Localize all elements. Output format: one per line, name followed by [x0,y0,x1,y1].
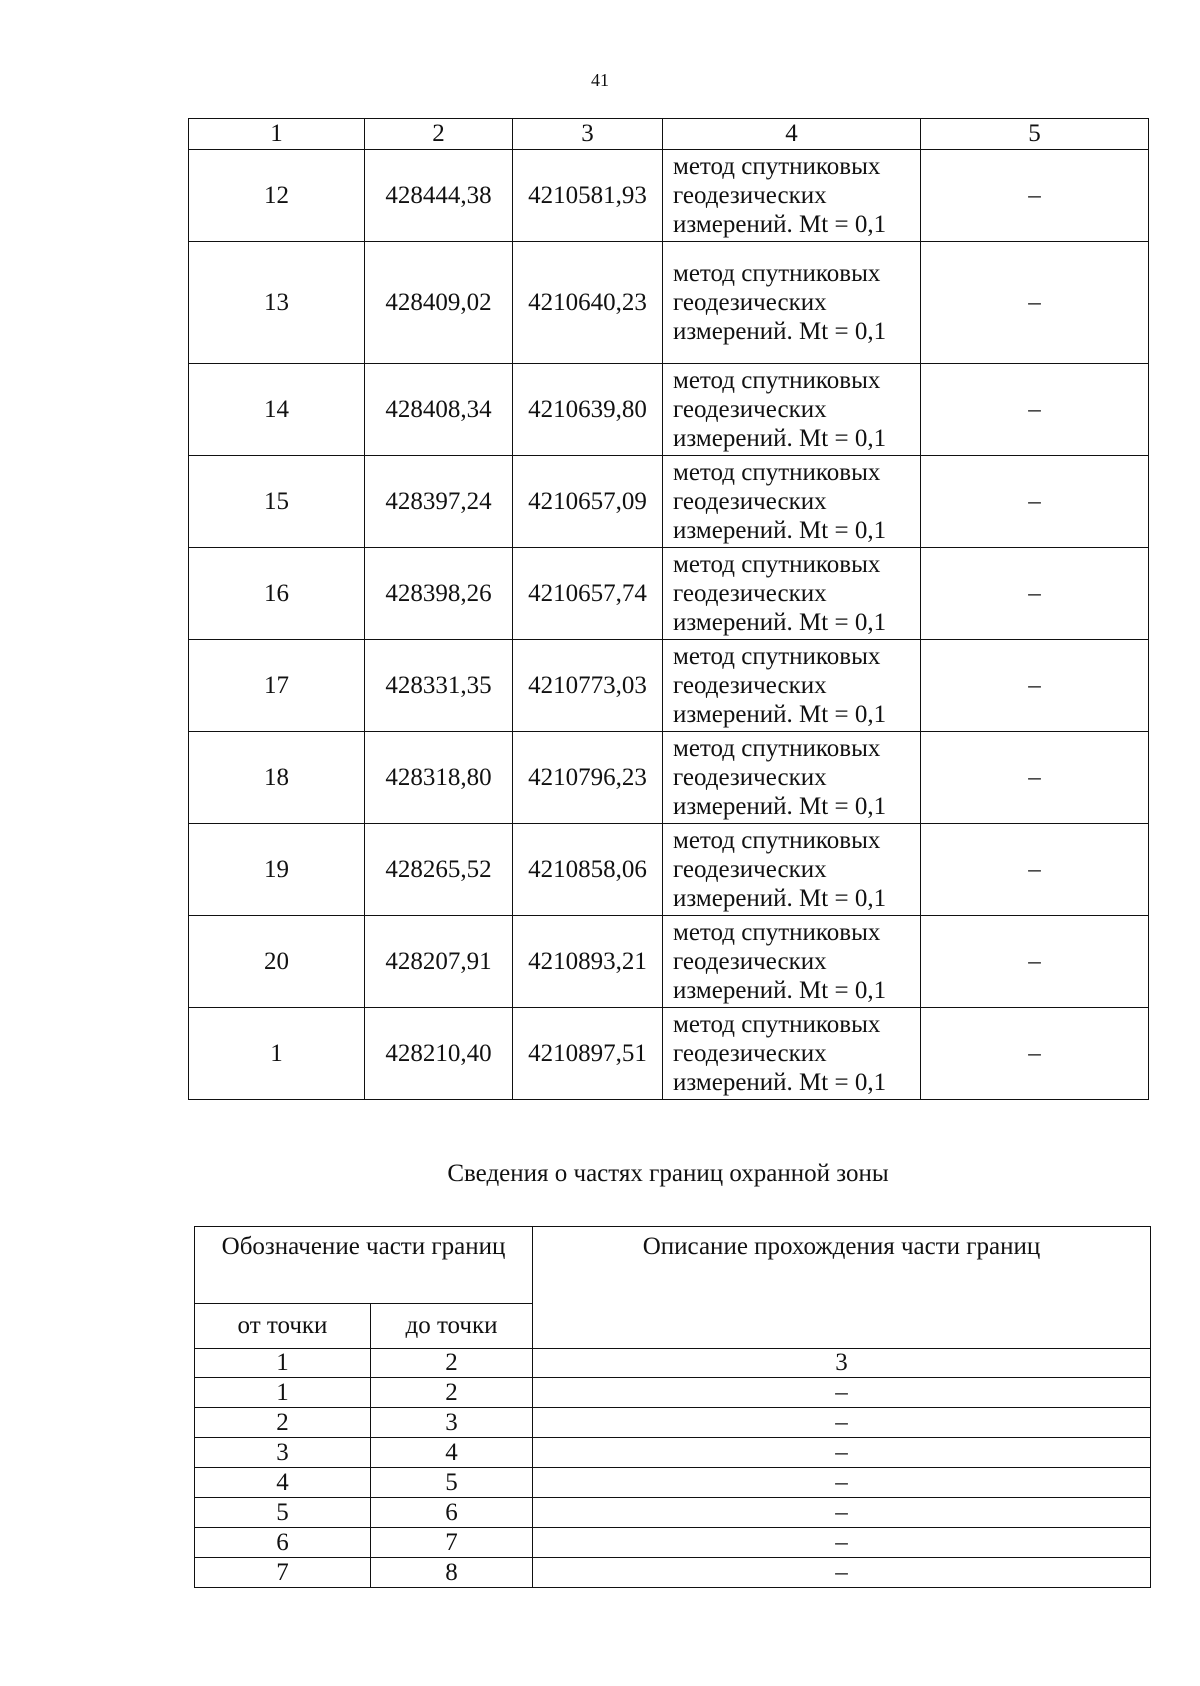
part-description-cell: – [533,1468,1151,1498]
coordinate-row [189,456,1149,548]
method-line: измерений. Mt = 0,1 [673,425,887,452]
y-coordinate-cell: 4210657,09 [513,456,663,548]
section-title: Сведения о частях границ охранной зоны [447,1160,889,1187]
y-coordinate-cell: 4210639,80 [513,364,663,456]
numbering-cell: 2 [371,1349,533,1378]
method-description-cell [663,732,921,824]
y-coordinate-cell: 4210657,74 [513,548,663,640]
x-coordinate-cell: 428409,02 [365,242,513,364]
point-number-cell: 1 [189,1008,365,1100]
header-cell: 1 [189,119,365,150]
method-description-cell [663,1008,921,1100]
method-line: метод спутниковых [673,459,881,486]
boundary-part-row [195,1438,1151,1468]
y-coordinate-cell: 4210897,51 [513,1008,663,1100]
method-line: измерений. Mt = 0,1 [673,977,887,1004]
method-description-cell [663,242,921,364]
to-point-cell: 7 [371,1528,533,1558]
boundary-part-row [195,1558,1151,1588]
method-line: метод спутниковых [673,153,881,180]
numbering-cell: 3 [533,1349,1151,1378]
page-number: 41 [591,70,609,90]
method-line: геодезических [673,1040,827,1067]
point-number-cell: 18 [189,732,365,824]
coordinate-row [189,548,1149,640]
method-line: метод спутниковых [673,827,881,854]
x-coordinate-cell: 428408,34 [365,364,513,456]
to-point-cell: 8 [371,1558,533,1588]
description-header: Описание прохождения части границ [533,1227,1151,1349]
part-description-cell: – [533,1528,1151,1558]
boundary-parts-table [194,1226,1151,1588]
y-coordinate-cell: 4210893,21 [513,916,663,1008]
method-description-cell [663,640,921,732]
coordinate-row [189,916,1149,1008]
x-coordinate-cell: 428318,80 [365,732,513,824]
parts-numbering-row [195,1349,1151,1378]
note-cell: – [921,456,1149,548]
y-coordinate-cell: 4210640,23 [513,242,663,364]
coordinate-row [189,242,1149,364]
method-description-cell [663,364,921,456]
point-number-cell: 13 [189,242,365,364]
x-coordinate-cell: 428398,26 [365,548,513,640]
point-number-cell: 17 [189,640,365,732]
to-point-cell: 3 [371,1408,533,1438]
coordinate-row [189,1008,1149,1100]
to-point-cell: 2 [371,1378,533,1408]
method-description-cell [663,150,921,242]
from-point-cell: 1 [195,1378,371,1408]
header-cell: 2 [365,119,513,150]
designation-header: Обозначение части границ [195,1227,533,1304]
method-line: метод спутниковых [673,367,881,394]
boundary-part-row [195,1468,1151,1498]
boundary-part-row [195,1408,1151,1438]
y-coordinate-cell: 4210581,93 [513,150,663,242]
parts-header-row [195,1227,1151,1304]
note-cell: – [921,548,1149,640]
from-point-cell: 5 [195,1498,371,1528]
method-line: геодезических [673,289,827,316]
method-description-cell [663,456,921,548]
method-line: геодезических [673,488,827,515]
coordinate-row [189,732,1149,824]
from-point-cell: 3 [195,1438,371,1468]
point-number-cell: 19 [189,824,365,916]
from-point-cell: 2 [195,1408,371,1438]
method-line: измерений. Mt = 0,1 [673,318,887,345]
from-point-cell: 4 [195,1468,371,1498]
note-cell: – [921,640,1149,732]
boundary-part-row [195,1528,1151,1558]
coordinates-table [188,118,1149,1100]
to-point-cell: 5 [371,1468,533,1498]
coordinate-row [189,640,1149,732]
method-line: геодезических [673,856,827,883]
method-line: метод спутниковых [673,1011,881,1038]
method-line: метод спутниковых [673,735,881,762]
method-line: геодезических [673,948,827,975]
to-point-header: до точки [371,1304,533,1349]
part-description-cell: – [533,1408,1151,1438]
note-cell: – [921,732,1149,824]
y-coordinate-cell: 4210773,03 [513,640,663,732]
coordinate-row [189,150,1149,242]
from-point-cell: 6 [195,1528,371,1558]
method-line: метод спутниковых [673,919,881,946]
x-coordinate-cell: 428397,24 [365,456,513,548]
part-description-cell: – [533,1438,1151,1468]
coordinates-header-row [189,119,1149,150]
point-number-cell: 20 [189,916,365,1008]
method-line: геодезических [673,764,827,791]
to-point-cell: 6 [371,1498,533,1528]
point-number-cell: 12 [189,150,365,242]
method-line: метод спутниковых [673,551,881,578]
from-point-header: от точки [195,1304,371,1349]
method-line: измерений. Mt = 0,1 [673,609,887,636]
method-description-cell [663,916,921,1008]
method-line: геодезических [673,182,827,209]
point-number-cell: 14 [189,364,365,456]
method-line: измерений. Mt = 0,1 [673,793,887,820]
note-cell: – [921,916,1149,1008]
header-cell: 3 [513,119,663,150]
x-coordinate-cell: 428444,38 [365,150,513,242]
note-cell: – [921,364,1149,456]
point-number-cell: 16 [189,548,365,640]
note-cell: – [921,242,1149,364]
x-coordinate-cell: 428207,91 [365,916,513,1008]
from-point-cell: 7 [195,1558,371,1588]
numbering-cell: 1 [195,1349,371,1378]
header-cell: 4 [663,119,921,150]
part-description-cell: – [533,1378,1151,1408]
header-cell: 5 [921,119,1149,150]
y-coordinate-cell: 4210858,06 [513,824,663,916]
to-point-cell: 4 [371,1438,533,1468]
x-coordinate-cell: 428210,40 [365,1008,513,1100]
method-line: измерений. Mt = 0,1 [673,211,887,238]
boundary-part-row [195,1498,1151,1528]
note-cell: – [921,150,1149,242]
x-coordinate-cell: 428331,35 [365,640,513,732]
method-description-cell [663,824,921,916]
method-line: измерений. Mt = 0,1 [673,1069,887,1096]
x-coordinate-cell: 428265,52 [365,824,513,916]
method-line: метод спутниковых [673,260,881,287]
method-line: геодезических [673,580,827,607]
note-cell: – [921,1008,1149,1100]
coordinate-row [189,824,1149,916]
method-line: геодезических [673,672,827,699]
boundary-part-row [195,1378,1151,1408]
part-description-cell: – [533,1558,1151,1588]
y-coordinate-cell: 4210796,23 [513,732,663,824]
note-cell: – [921,824,1149,916]
part-description-cell: – [533,1498,1151,1528]
method-line: измерений. Mt = 0,1 [673,517,887,544]
method-description-cell [663,548,921,640]
method-line: измерений. Mt = 0,1 [673,885,887,912]
method-line: геодезических [673,396,827,423]
point-number-cell: 15 [189,456,365,548]
method-line: измерений. Mt = 0,1 [673,701,887,728]
method-line: метод спутниковых [673,643,881,670]
coordinate-row [189,364,1149,456]
